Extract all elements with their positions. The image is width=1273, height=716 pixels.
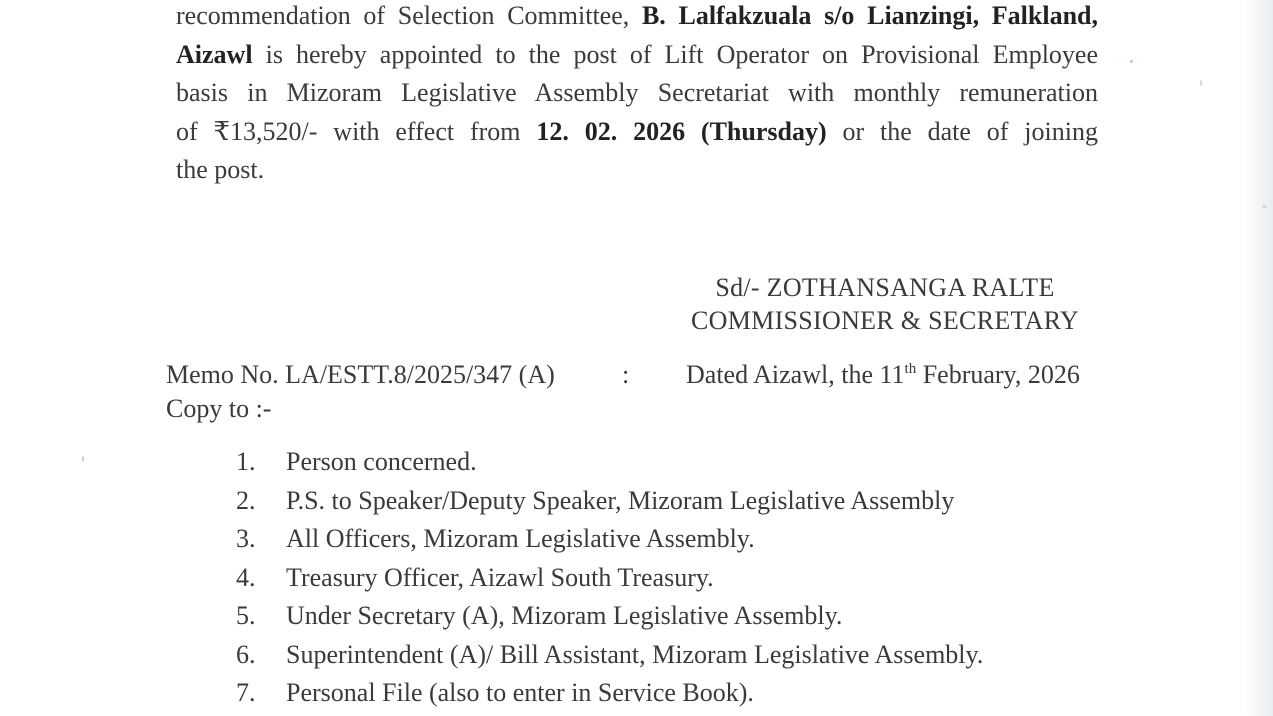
list-number: 5. [236,601,256,630]
paragraph-text: of ₹13,520/- with effect from [176,116,537,146]
list-number: 6. [236,639,256,669]
appointee-place: Aizawl [176,39,253,69]
memo-separator: : [622,360,630,389]
paragraph-line-1 [176,0,1098,36]
list-item [236,597,983,636]
paragraph-line-2 [176,36,1098,75]
scan-speck [1262,205,1267,208]
date-ordinal: th [904,361,917,377]
paragraph-text: recommendation of Selection Committee, [176,1,642,30]
scan-edge-shadow [1243,0,1273,716]
list-item [236,443,983,482]
paragraph-line-5 [176,151,1098,190]
list-item [236,674,983,713]
scan-speck [1130,60,1133,63]
paragraph-line-3 [176,74,1098,113]
effective-date: 12. 02. 2026 (Thursday) [536,116,827,146]
list-number: 2. [236,485,256,515]
list-text: Person concerned. [286,447,477,476]
copy-list [236,443,983,713]
date-text: February, 2026 [916,360,1080,389]
list-item [236,520,983,559]
appointee-name: B. Lalfakzuala s/o Lianzingi, Falkland, [641,1,1098,30]
list-text: All Officers, Mizoram Legislative Assembly. [286,524,755,553]
list-number: 7. [236,678,256,707]
list-number: 1. [236,447,256,476]
copy-to-label: Copy to :- [166,394,272,423]
list-item [236,559,983,598]
memo-number: Memo No. LA/ESTT.8/2025/347 (A) [166,360,555,389]
paragraph-text: the post. [176,155,265,184]
list-text: Treasury Officer, Aizawl South Treasury. [286,562,714,592]
signatory-designation: COMMISSIONER & SECRETARY [691,306,1079,335]
signatory-name: Sd/- ZOTHANSANGA RALTE [715,273,1055,302]
list-number: 4. [236,562,256,592]
scan-speck [1200,80,1202,86]
date-text: Dated Aizawl, the 11 [686,360,905,389]
paragraph-line-4 [176,113,1098,152]
paragraph-text: is hereby appointed to the post of Lift Operator on Provisional Employee [252,39,1098,69]
list-item [236,482,983,521]
paragraph-text: or the date of joining [826,116,1098,146]
list-item [236,636,983,675]
list-text: Personal File (also to enter in Service Book). [286,678,754,707]
memo-date [686,358,1080,396]
appointment-paragraph [176,0,1098,190]
paragraph-text: basis in Mizoram Legislative Assembly Secretariat with monthly remuneration [176,78,1098,107]
list-number: 3. [236,524,256,553]
list-text: P.S. to Speaker/Deputy Speaker, Mizoram Legislative Assembly [286,485,955,515]
scan-speck [82,456,84,462]
list-text: Superintendent (A)/ Bill Assistant, Mizoram Legislative Assembly. [286,639,984,669]
list-text: Under Secretary (A), Mizoram Legislative Assembly. [286,601,843,630]
